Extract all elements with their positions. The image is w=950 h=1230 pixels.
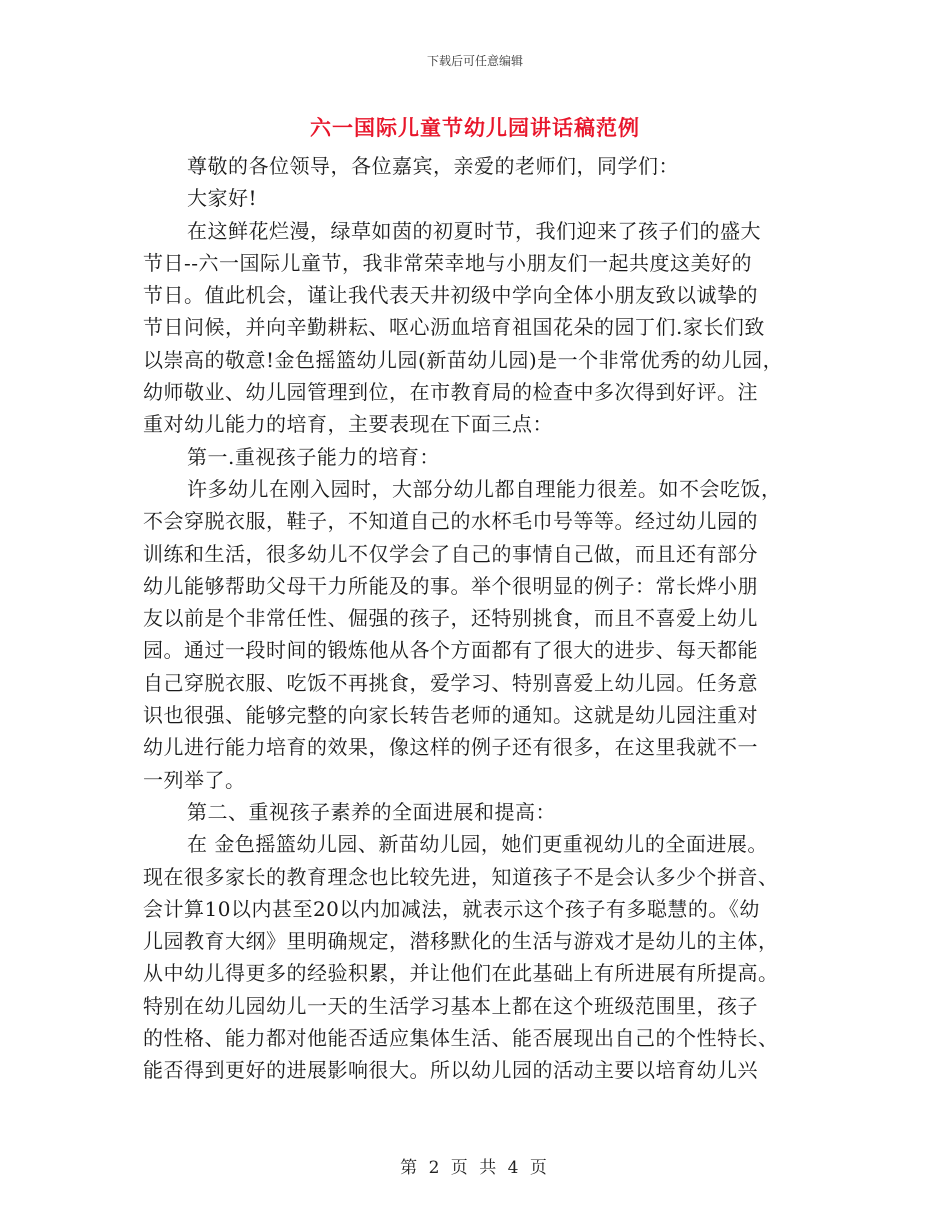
text-line: 第一.重视孩子能力的培育： [187, 444, 440, 469]
text-line: 第二、重视孩子素养的全面进展和提高： [187, 799, 556, 824]
text-line: 节日。值此机会，谨让我代表天井初级中学向全体小朋友致以诚挚的 [143, 283, 758, 308]
text-line: 大家好! [187, 186, 258, 211]
page-footer: 第 2 页 共 4 页 [400, 1158, 550, 1178]
text-line: 特别在幼儿园幼儿一天的生活学习基本上都在这个班级范围里，孩子 [143, 993, 758, 1018]
text-line: 能否得到更好的进展影响很大。所以幼儿园的活动主要以培育幼儿兴 [143, 1058, 758, 1083]
text-line: 许多幼儿在刚入园时，大部分幼儿都自理能力很差。如不会吃饭， [187, 476, 782, 501]
text-line: 以崇高的敬意!金色摇篮幼儿园(新苗幼儿园)是一个非常优秀的幼儿园， [143, 347, 784, 372]
body-text [143, 150, 809, 1087]
text-line: 节日--六一国际儿童节，我非常荣幸地与小朋友们一起共度这美好的 [143, 250, 753, 275]
text-line: 在这鲜花烂漫，绿草如茵的初夏时节，我们迎来了孩子们的盛大 [187, 218, 761, 243]
page-title: 六一国际儿童节幼儿园讲话稿范例 [310, 116, 640, 140]
text-line: 幼儿能够帮助父母干力所能及的事。举个很明显的例子：常长烨小朋 [143, 573, 758, 598]
text-line: 训练和生活，很多幼儿不仅学会了自己的事情自己做，而且还有部分 [143, 541, 758, 566]
text-line: 幼儿进行能力培育的效果，像这样的例子还有很多，在这里我就不一 [143, 735, 758, 760]
text-line: 尊敬的各位领导，各位嘉宾，亲爱的老师们，同学们： [187, 154, 679, 178]
text-line: 一列举了。 [143, 767, 246, 792]
text-line: 节日问候，并向辛勤耕耘、呕心沥血培育祖国花朵的园丁们.家长们致 [143, 315, 765, 340]
text-line: 友以前是个非常任性、倔强的孩子，还特别挑食，而且不喜爱上幼儿 [143, 606, 758, 631]
text-line: 不会穿脱衣服，鞋子，不知道自己的水杯毛巾号等等。经过幼儿园的 [143, 509, 758, 534]
text-line: 识也很强、能够完整的向家长转告老师的通知。这就是幼儿园注重对 [143, 703, 758, 728]
text-line: 幼师敬业、幼儿园管理到位，在市教育局的检查中多次得到好评。注 [143, 380, 758, 405]
text-line: 重对幼儿能力的培育，主要表现在下面三点： [143, 412, 553, 437]
text-line: 现在很多家长的教育理念也比较先进，知道孩子不是会认多少个拼音、 [143, 864, 779, 889]
text-line: 儿园教育大纲》里明确规定，潜移默化的生活与游戏才是幼儿的主体， [143, 929, 779, 954]
text-line: 园。通过一段时间的锻炼他从各个方面都有了很大的进步、每天都能 [143, 638, 758, 663]
text-line: 自己穿脱衣服、吃饭不再挑食，爱学习、特别喜爱上幼儿园。任务意 [143, 670, 758, 695]
text-line: 在 金色摇篮幼儿园、新苗幼儿园，她们更重视幼儿的全面进展。 [187, 832, 768, 857]
text-line: 会计算10以内甚至20以内加减法，就表示这个孩子有多聪慧的。《幼 [143, 896, 760, 921]
text-line: 从中幼儿得更多的经验积累，并让他们在此基础上有所进展有所提高。 [143, 961, 779, 986]
header-note: 下载后可任意编辑 [426, 54, 523, 68]
text-line: 的性格、能力都对他能否适应集体生活、能否展现出自己的个性特长、 [143, 1026, 779, 1051]
